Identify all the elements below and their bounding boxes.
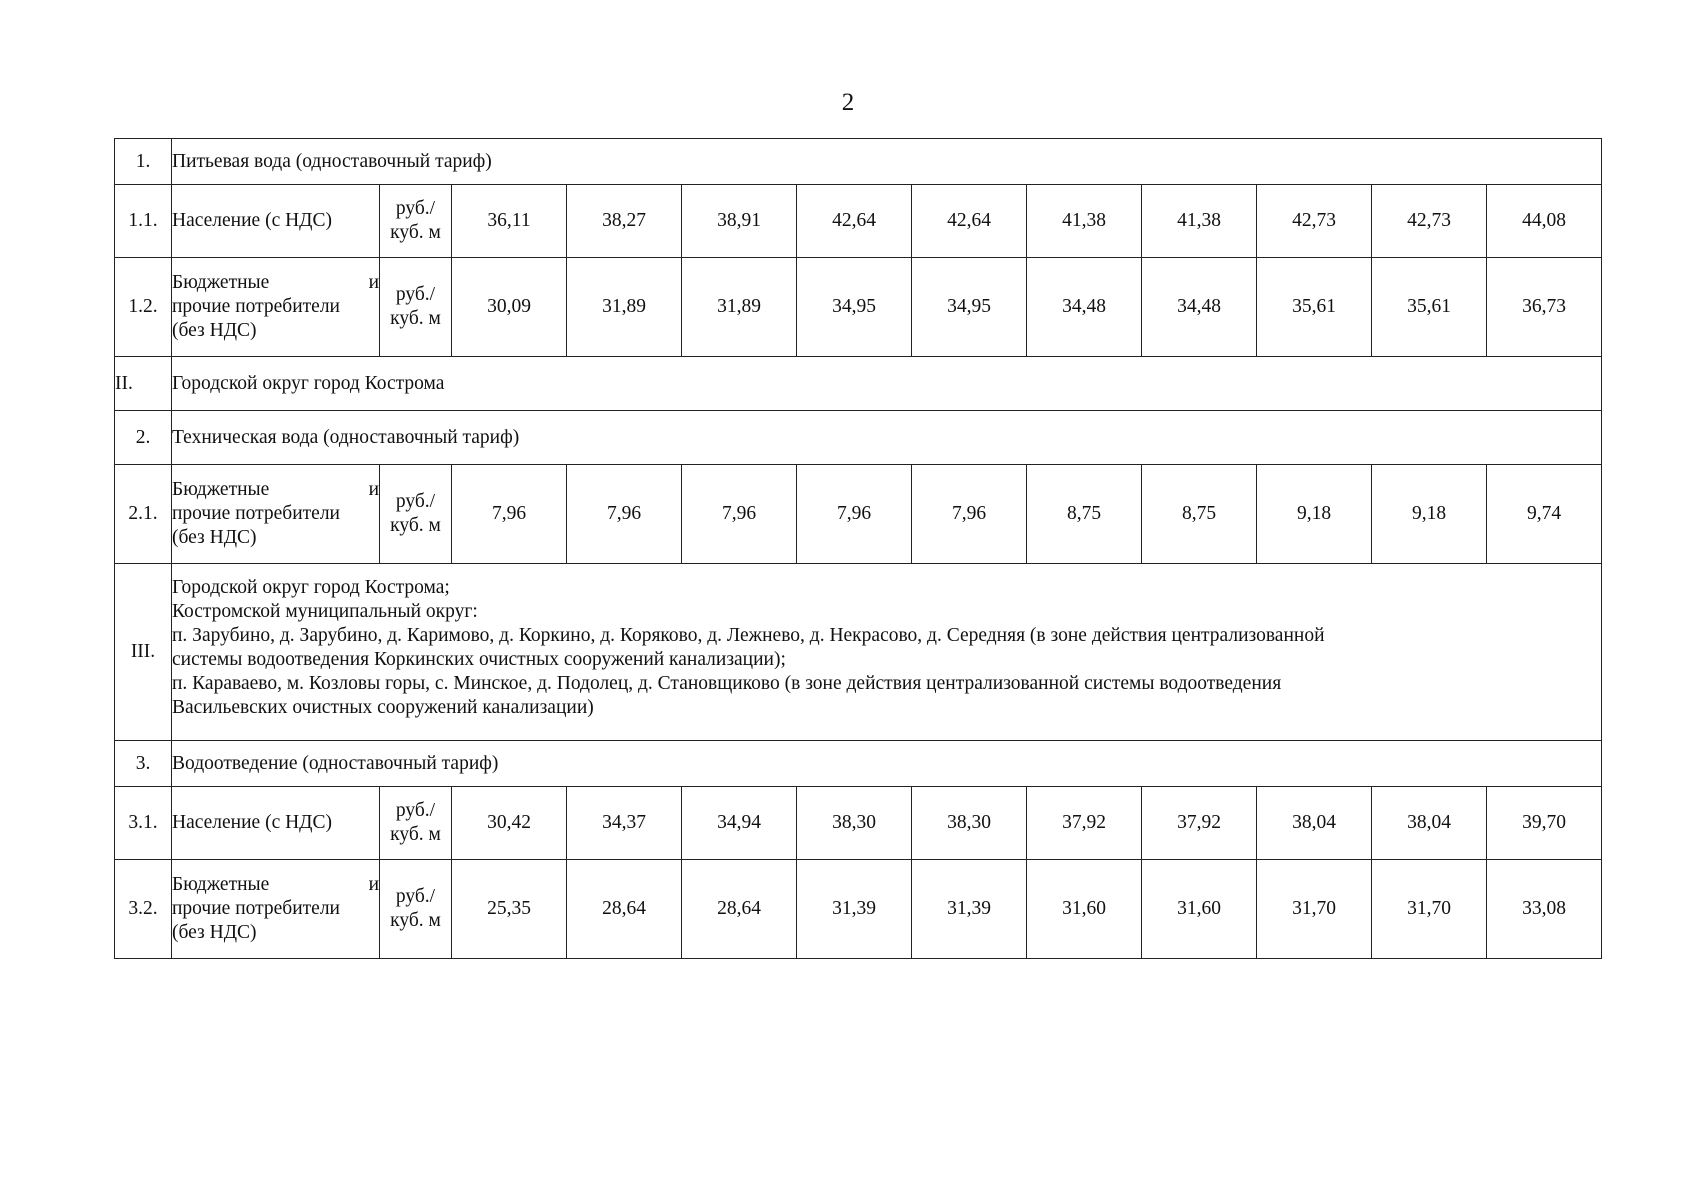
consumer-name-first-line — [172, 271, 379, 295]
unit-cell — [380, 258, 452, 357]
section-title-line: Водоотведение (одноставочный тариф) — [172, 752, 499, 774]
consumer-name-first-line — [172, 873, 379, 897]
section-title — [172, 139, 1602, 185]
consumer-name — [172, 465, 380, 564]
unit-cell — [380, 465, 452, 564]
consumer-name — [172, 860, 380, 959]
unit-cell — [380, 860, 452, 959]
tariff-value: 37,92 — [1142, 787, 1257, 860]
unit-line: руб./ — [395, 886, 436, 907]
tariff-value: 7,96 — [682, 465, 797, 564]
tariff-value: 31,70 — [1257, 860, 1372, 959]
consumer-name — [172, 787, 380, 860]
unit-cell — [380, 185, 452, 258]
tariff-table — [114, 138, 1602, 959]
tariff-value: 25,35 — [452, 860, 567, 959]
tariff-value: 38,91 — [682, 185, 797, 258]
tariff-value: 34,48 — [1142, 258, 1257, 357]
tariff-value: 31,89 — [682, 258, 797, 357]
unit-line: куб. м — [390, 515, 441, 536]
page-number: 2 — [841, 89, 855, 116]
table-row — [115, 741, 1602, 787]
row-number: II. — [115, 357, 172, 411]
unit-line: руб./ — [395, 284, 436, 305]
row-number: 2.1. — [115, 465, 172, 564]
tariff-value: 35,61 — [1257, 258, 1372, 357]
tariff-value: 34,48 — [1027, 258, 1142, 357]
unit-line: куб. м — [390, 222, 441, 243]
tariff-value: 42,73 — [1372, 185, 1487, 258]
consumer-name-text: Население (с НДС) — [172, 210, 332, 231]
tariff-value: 8,75 — [1142, 465, 1257, 564]
row-number: 1.2. — [115, 258, 172, 357]
table-row — [115, 258, 1602, 357]
row-number: 1.1. — [115, 185, 172, 258]
tariff-value: 42,64 — [797, 185, 912, 258]
tariff-value: 36,11 — [452, 185, 567, 258]
tariff-value: 31,39 — [912, 860, 1027, 959]
tariff-value: 7,96 — [567, 465, 682, 564]
unit-line: куб. м — [390, 910, 441, 931]
table-row — [115, 564, 1602, 741]
section-title-line: системы водоотведения Коркинских очистных сооружений канализации); — [172, 649, 786, 670]
tariff-value: 42,64 — [912, 185, 1027, 258]
consumer-name-line: прочие потребители — [172, 898, 340, 919]
row-number: 3. — [115, 741, 172, 787]
tariff-value: 31,39 — [797, 860, 912, 959]
tariff-value: 36,73 — [1487, 258, 1602, 357]
row-number: 3.2. — [115, 860, 172, 959]
tariff-value: 37,92 — [1027, 787, 1142, 860]
tariff-value: 8,75 — [1027, 465, 1142, 564]
tariff-value: 31,89 — [567, 258, 682, 357]
consumer-name-line: (без НДС) — [172, 922, 257, 943]
tariff-value: 9,74 — [1487, 465, 1602, 564]
tariff-value: 34,95 — [912, 258, 1027, 357]
tariff-value: 7,96 — [912, 465, 1027, 564]
row-number: 3.1. — [115, 787, 172, 860]
consumer-name-text: Население (с НДС) — [172, 812, 332, 833]
tariff-value: 30,09 — [452, 258, 567, 357]
unit-line: руб./ — [395, 800, 436, 821]
tariff-value: 38,30 — [912, 787, 1027, 860]
tariff-value: 30,42 — [452, 787, 567, 860]
table-row — [115, 787, 1602, 860]
row-number: III. — [115, 564, 172, 741]
section-title — [172, 357, 1602, 411]
tariff-value: 33,08 — [1487, 860, 1602, 959]
section-title-line: Техническая вода (одноставочный тариф) — [172, 426, 520, 448]
tariff-value: 41,38 — [1142, 185, 1257, 258]
tariff-value: 38,04 — [1257, 787, 1372, 860]
unit-cell — [380, 787, 452, 860]
tariff-value: 41,38 — [1027, 185, 1142, 258]
consumer-name-word: и — [368, 272, 379, 293]
section-title — [172, 411, 1602, 465]
tariff-value: 34,95 — [797, 258, 912, 357]
consumer-name-line: (без НДС) — [172, 527, 257, 548]
tariff-value: 38,30 — [797, 787, 912, 860]
table-row — [115, 465, 1602, 564]
tariff-value: 35,61 — [1372, 258, 1487, 357]
section-title-line: Костромской муниципальный округ: — [172, 601, 478, 622]
table-row — [115, 185, 1602, 258]
tariff-value: 39,70 — [1487, 787, 1602, 860]
table-row — [115, 139, 1602, 185]
row-number: 1. — [115, 139, 172, 185]
consumer-name-line: (без НДС) — [172, 320, 257, 341]
unit-line: руб./ — [395, 491, 436, 512]
section-title-line: Васильевских очистных сооружений канализации) — [172, 697, 594, 718]
tariff-value: 9,18 — [1257, 465, 1372, 564]
tariff-value: 28,64 — [682, 860, 797, 959]
table-row — [115, 357, 1602, 411]
consumer-name-word: и — [368, 874, 379, 895]
consumer-name — [172, 185, 380, 258]
consumer-name-line: прочие потребители — [172, 296, 340, 317]
section-title — [172, 564, 1602, 741]
tariff-value: 7,96 — [452, 465, 567, 564]
consumer-name-word: и — [368, 479, 379, 500]
tariff-value: 38,27 — [567, 185, 682, 258]
tariff-value: 7,96 — [797, 465, 912, 564]
consumer-name-word: Бюджетные — [172, 479, 270, 500]
table-row — [115, 411, 1602, 465]
consumer-name-word: Бюджетные — [172, 272, 270, 293]
tariff-value: 31,60 — [1142, 860, 1257, 959]
tariff-value: 44,08 — [1487, 185, 1602, 258]
unit-line: куб. м — [390, 308, 441, 329]
table-row — [115, 860, 1602, 959]
consumer-name — [172, 258, 380, 357]
tariff-value: 31,60 — [1027, 860, 1142, 959]
tariff-value: 34,37 — [567, 787, 682, 860]
tariff-value: 42,73 — [1257, 185, 1372, 258]
section-title-line: п. Караваево, м. Козловы горы, с. Минское, д. Подолец, д. Становщиково (в зоне действия централизованной системы водоотведения — [172, 673, 1282, 694]
tariff-value: 9,18 — [1372, 465, 1487, 564]
section-title — [172, 741, 1602, 787]
section-title-line: Городской округ город Кострома — [172, 372, 445, 394]
consumer-name-line: прочие потребители — [172, 503, 340, 524]
section-title-line: Питьевая вода (одноставочный тариф) — [172, 150, 492, 172]
section-title-line: Городской округ город Кострома; — [172, 577, 450, 598]
tariff-value: 38,04 — [1372, 787, 1487, 860]
consumer-name-first-line — [172, 478, 379, 502]
unit-line: руб./ — [395, 198, 436, 219]
consumer-name-word: Бюджетные — [172, 874, 270, 895]
row-number: 2. — [115, 411, 172, 465]
unit-line: куб. м — [390, 824, 441, 845]
tariff-value: 31,70 — [1372, 860, 1487, 959]
tariff-value: 28,64 — [567, 860, 682, 959]
tariff-value: 34,94 — [682, 787, 797, 860]
section-title-line: п. Зарубино, д. Зарубино, д. Каримово, д. Коркино, д. Коряково, д. Лежнево, д. Некрасово, д. Середняя (в зоне действия централизованной — [172, 625, 1325, 646]
